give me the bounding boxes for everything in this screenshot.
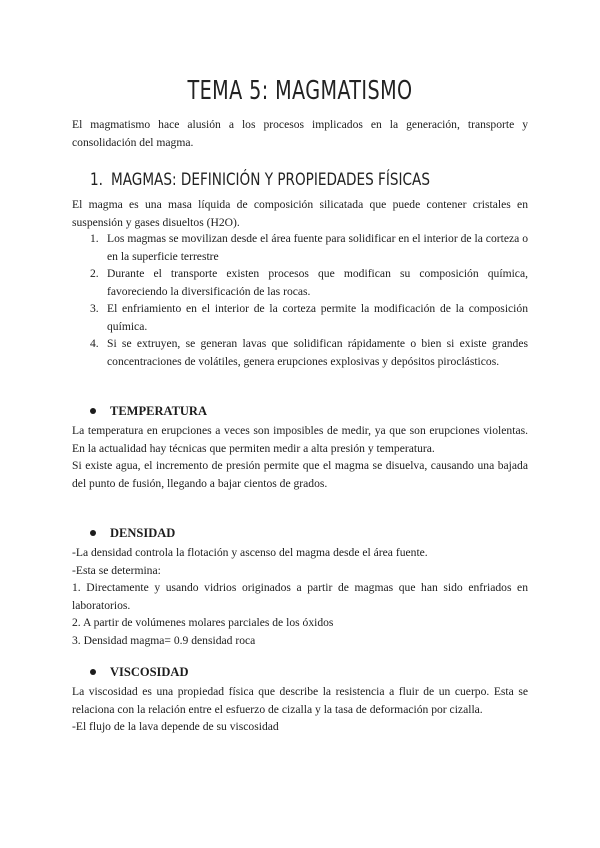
temperatura-paragraph-2: Si existe agua, el incremento de presión permite que el magma se disuelva, causando una bajada del punto de fusión, llegando a bajar cientos de grados. (72, 459, 528, 490)
temperatura-heading-text: TEMPERATURA (110, 404, 207, 418)
section-title: MAGMAS: DEFINICIÓN Y PROPIEDADES FÍSICAS (110, 170, 430, 190)
intro-paragraph: El magmatismo hace alusión a los procesos implicados en la generación, transporte y consolidación del magma. (72, 118, 528, 149)
list-item (72, 335, 528, 370)
temperatura-heading (90, 404, 207, 419)
list-item-text: El enfriamiento en el interior de la corteza permite la modificación de la composición química. (107, 302, 528, 333)
bullet-icon (90, 669, 96, 675)
viscosidad-paragraph-1: La viscosidad es una propiedad física que describe la resistencia a fluir de un cuerpo. Esta se relaciona con la relación entre el esfuerzo de cizalla y la tasa de deformación por cizalla. (72, 685, 528, 716)
temperatura-paragraph-1: La temperatura en erupciones a veces son imposibles de medir, ya que son erupciones violentas. En la actualidad hay técnicas que permiten medir a alta presión y temperatura. (72, 424, 528, 455)
list-item (72, 265, 528, 300)
densidad-body (72, 544, 528, 649)
viscosidad-heading (90, 665, 189, 680)
magma-list (72, 230, 528, 370)
densidad-line-5: 3. Densidad magma= 0.9 densidad roca (72, 633, 256, 647)
list-item-text: Durante el transporte existen procesos que modifican su composición química, favoreciendo la diversificación de las rocas. (107, 267, 528, 298)
densidad-heading-text: DENSIDAD (110, 526, 176, 540)
section-heading (90, 170, 442, 190)
magma-definition: El magma es una masa líquida de composición silicatada que puede contener cristales en suspensión y gases disueltos (H2O). (72, 198, 528, 229)
densidad-line-1: -La densidad controla la flotación y ascenso del magma desde el área fuente. (72, 546, 428, 559)
bullet-icon (90, 408, 96, 414)
list-item-number: 1. (90, 232, 99, 245)
viscosidad-paragraph-2: -El flujo de la lava depende de su viscosidad (72, 720, 279, 733)
bullet-icon (90, 530, 96, 536)
list-item-number: 2. (90, 267, 99, 280)
list-item (72, 300, 528, 335)
list-item-text: Los magmas se movilizan desde el área fuente para solidificar en el interior de la corteza o en la superficie terrestre (107, 232, 528, 263)
viscosidad-body (72, 683, 528, 736)
densidad-heading (90, 526, 175, 541)
section-number: 1. (90, 170, 103, 190)
densidad-line-4: 2. A partir de volúmenes molares parciales de los óxidos (72, 616, 334, 629)
viscosidad-heading-text: VISCOSIDAD (110, 665, 189, 679)
list-item-number: 4. (90, 337, 99, 350)
list-item-number: 3. (90, 302, 99, 315)
temperatura-body (72, 422, 528, 492)
densidad-line-2: -Esta se determina: (72, 563, 161, 577)
page-title: TEMA 5: MAGMATISMO (187, 76, 413, 106)
list-item (72, 230, 528, 265)
densidad-line-3: 1. Directamente y usando vidrios originados a partir de magmas que han sido enfriados en laboratorios. (72, 581, 528, 612)
list-item-text: Si se extruyen, se generan lavas que solidifican rápidamente o bien si existe grandes concentraciones de volátiles, genera erupciones explosivas y depósitos piroclásticos. (107, 337, 528, 368)
